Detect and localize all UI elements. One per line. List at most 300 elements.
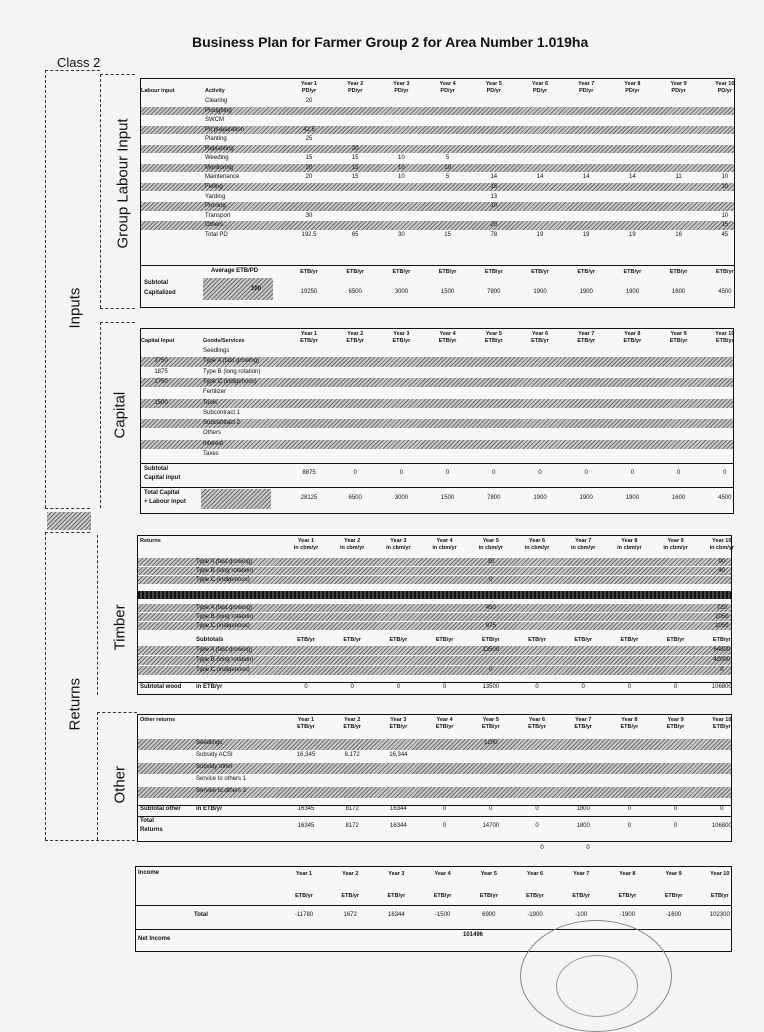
unit-header: ETB/yr <box>620 724 639 730</box>
unit-header: PD/yr <box>671 88 686 94</box>
capital-label: Capital <box>111 391 129 439</box>
cell-value: 5 <box>445 174 450 181</box>
labour-input-header: Labour input <box>141 88 175 94</box>
unit-label: ETB/yr <box>438 269 457 275</box>
row-label: Type B (long rotation) <box>196 568 254 574</box>
cell-value: 0 <box>353 470 357 476</box>
subtotals-label: Subtotals <box>196 637 224 643</box>
cell-value: 10 <box>398 155 405 162</box>
row-label: Others <box>203 430 222 437</box>
row-label: Felling <box>205 183 223 190</box>
unit-header: PD/yr <box>348 88 363 94</box>
unit-header: ETB/yr <box>574 724 593 730</box>
cell-value: 28125 <box>300 495 318 501</box>
table-row <box>141 399 733 408</box>
row-label: Yarding <box>205 193 226 200</box>
cell-value: 106800 <box>711 684 732 690</box>
unit-label: ETB/yr <box>481 637 500 643</box>
cell-value: 192.5 <box>301 231 317 238</box>
below-value-1: 0 <box>540 845 544 851</box>
cell-value: 42.5 <box>303 126 315 133</box>
dark-separator-band <box>138 591 731 599</box>
cell-value: -1500 <box>434 912 451 918</box>
returns-bracket-top <box>45 532 90 533</box>
cell-value: 16 <box>675 231 682 238</box>
year-header: Year 2 <box>344 717 361 723</box>
row-label: Transport <box>205 212 231 219</box>
cell-value: 15 <box>444 231 451 238</box>
row-label: Taxes <box>203 451 219 457</box>
unit-header: ETB/yr <box>669 338 688 344</box>
cell-value: 14 <box>582 174 590 181</box>
unit-header: in cbm/yr <box>293 545 319 551</box>
returns-label: Returns <box>66 677 84 731</box>
labour-bracket-top <box>100 74 135 75</box>
year-header: Year 3 <box>388 871 405 877</box>
cell-value: -11780 <box>294 912 314 918</box>
subtotal-wood-label: Subtotal wood <box>140 684 182 690</box>
unit-header: in cbm/yr <box>339 545 365 551</box>
cell-value: 11 <box>675 174 682 181</box>
subtotal-other-label: Subtotal other <box>140 806 181 812</box>
table-row <box>138 739 731 750</box>
cell-value: 16344 <box>390 823 407 829</box>
unit-label: ETB/yr <box>669 269 688 275</box>
year-header: Year 1 <box>300 331 318 337</box>
unit-header: in cbm/yr <box>478 545 504 551</box>
cell-value: 0 <box>396 684 401 690</box>
labour-capitalized-label: Capitalized <box>144 290 176 296</box>
cell-value: 0 <box>489 577 493 583</box>
official-stamp-inner <box>556 955 638 1017</box>
year-header: Year 10 <box>715 331 735 337</box>
cell-value: 4500 <box>718 495 732 501</box>
cell-value: 25 <box>305 136 313 143</box>
cell-value: 6500 <box>348 495 362 501</box>
unit-label: ETB/yr <box>479 893 498 899</box>
year-header: Year 10 <box>715 81 735 87</box>
cell-value: 90 <box>718 559 726 565</box>
row-label: Service to others 2 <box>196 788 247 794</box>
unit-label: ETB/yr <box>435 637 454 643</box>
cell-value: 1500 <box>440 495 455 501</box>
cell-value: 10 <box>721 212 729 219</box>
row-label: Others <box>205 222 224 229</box>
cell-value: 1900 <box>625 495 640 501</box>
table-row <box>141 193 734 202</box>
year-header: Year 7 <box>575 717 592 723</box>
year-header: Year 5 <box>485 331 502 337</box>
year-header: Year 10 <box>710 871 730 877</box>
year-header: Year 6 <box>528 717 546 723</box>
unit-label: ETB/yr <box>712 637 731 643</box>
year-header: Year 8 <box>624 81 641 87</box>
unit-header: ETB/yr <box>343 724 362 730</box>
row-label: Type A (fast growing) <box>203 358 260 365</box>
other-bracket-top <box>97 712 137 713</box>
year-header: Year 2 <box>347 81 364 87</box>
year-header: Year 9 <box>667 717 684 723</box>
total-capital-shade <box>201 489 271 509</box>
cell-value: 0 <box>627 806 632 812</box>
cell-value: 0 <box>673 684 678 690</box>
cell-value: 15 <box>721 222 729 229</box>
cell-value: 19 <box>536 231 544 238</box>
unit-header: ETB/yr <box>297 724 315 730</box>
table-row <box>141 429 733 438</box>
year-header: Year 6 <box>526 871 544 877</box>
cell-value: 0 <box>581 684 585 690</box>
year-header: Year 10 <box>712 538 732 544</box>
activity-header: Activity <box>205 88 225 94</box>
year-header: Year 9 <box>667 538 684 544</box>
cell-value: 14 <box>490 174 498 181</box>
year-header: Year 4 <box>436 717 453 723</box>
unit-label: ETB/yr <box>341 893 360 899</box>
unit-header: PD/yr <box>625 88 640 94</box>
unit-header: in cbm/yr <box>663 545 688 551</box>
cell-value: 64800 <box>713 647 731 653</box>
other-bracket <box>97 712 98 840</box>
cell-value: 1672 <box>343 912 357 918</box>
row-label: Service to others 1 <box>196 776 247 782</box>
cell-value: 6900 <box>482 912 496 918</box>
class-label: Class 2 <box>57 55 101 70</box>
cell-value: 0 <box>350 684 354 690</box>
other-returns-header: Other returns <box>140 717 176 723</box>
row-label: Weeding <box>205 155 229 162</box>
cell-value: 30 <box>305 212 313 219</box>
cell-value: 1800 <box>576 823 590 829</box>
cell-value: 8875 <box>302 470 316 476</box>
year-header: Year 9 <box>670 81 687 87</box>
unit-header: ETB/yr <box>300 338 318 344</box>
table-row <box>141 388 733 397</box>
labour-bracket <box>100 74 101 308</box>
avg-etb-label: Average ETB/PD <box>211 268 259 274</box>
capital-input-label: Capital input <box>144 475 181 481</box>
year-header: Year 8 <box>624 331 641 337</box>
cell-value: 1500 <box>440 289 455 295</box>
cell-value: 0 <box>304 684 308 690</box>
cell-value: 0 <box>627 684 632 690</box>
year-header: Year 1 <box>297 717 315 723</box>
unit-label: ETB/yr <box>664 893 683 899</box>
unit-label: ETB/yr <box>528 637 546 643</box>
table-row <box>141 135 734 144</box>
table-row <box>141 116 734 125</box>
total-returns-label: Total <box>140 818 154 824</box>
capital-bracket <box>100 322 101 508</box>
cell-value: 1600 <box>671 289 686 295</box>
cell-value: 875 <box>485 623 496 629</box>
year-header: Year 7 <box>578 331 595 337</box>
returns-sub-label: Returns <box>140 827 163 833</box>
cell-value: 0 <box>535 823 539 829</box>
cell-value: 16 <box>490 183 498 190</box>
cell-value: 0 <box>673 823 678 829</box>
other-label: Other <box>111 765 129 804</box>
row-label: Total PD <box>205 231 228 238</box>
year-header: Year 3 <box>393 331 410 337</box>
cell-value: 1500 <box>154 399 168 406</box>
cell-value: 30 <box>398 231 405 238</box>
unit-header: PD/yr <box>301 88 317 94</box>
cell-value: 1875 <box>154 368 168 375</box>
row-label: Type A (fast growing) <box>196 647 253 653</box>
year-header: Year 8 <box>621 717 638 723</box>
year-header: Year 1 <box>295 871 313 877</box>
row-label: Seedlings <box>203 348 230 354</box>
cell-value: 0 <box>442 684 447 690</box>
inputs-label: Inputs <box>66 287 84 329</box>
avg-etb-value: 100 <box>250 286 261 292</box>
table-row <box>141 450 733 459</box>
cell-value: 65 <box>351 231 359 238</box>
table-row <box>141 202 734 211</box>
capital-subtotal-label: Subtotal <box>144 466 168 472</box>
row-label: Type B (long rotation) <box>196 657 254 663</box>
timber-bracket <box>97 535 98 695</box>
cell-value: 5 <box>445 155 450 162</box>
unit-label: ETB/yr <box>577 269 596 275</box>
unit-label: ETB/yr <box>620 637 639 643</box>
cell-value: 0 <box>399 470 404 476</box>
table-row <box>141 183 734 192</box>
timber-table <box>137 535 735 695</box>
cell-value: 450 <box>485 605 496 611</box>
cell-value: 30 <box>487 559 495 565</box>
cell-value: 6500 <box>348 289 362 295</box>
row-label: Replanting <box>205 145 234 152</box>
row-label: Interest <box>203 440 224 447</box>
unit-label: ETB/yr <box>389 637 408 643</box>
row-label: Fertilizer <box>203 389 227 396</box>
cell-value: 16,345 <box>296 752 316 758</box>
year-header: Year 5 <box>480 871 497 877</box>
labour-table <box>140 78 735 308</box>
year-header: Year 5 <box>482 717 499 723</box>
cell-value: 1200 <box>484 740 498 746</box>
cell-value: 0 <box>489 806 493 812</box>
unit-header: ETB/yr <box>623 338 642 344</box>
unit-label: ETB/yr <box>484 269 503 275</box>
cell-value: 10 <box>398 174 405 181</box>
year-header: Year 7 <box>573 871 590 877</box>
cell-value: 1900 <box>579 495 593 501</box>
cell-value: 1900 <box>579 289 593 295</box>
unit-header: ETB/yr <box>392 338 411 344</box>
group-labour-label: Group Labour Input <box>114 118 132 249</box>
year-header: Year 2 <box>342 871 359 877</box>
other-returns-table <box>137 714 732 842</box>
row-label: Type A (fast growing) <box>196 605 253 611</box>
row-label: Tools <box>203 399 218 406</box>
cell-value: 19 <box>629 231 636 238</box>
unit-header: in cbm/yr <box>570 545 596 551</box>
year-header: Year 6 <box>528 538 546 544</box>
unit-label: ETB/yr <box>300 269 318 275</box>
cell-value: 13 <box>490 193 498 200</box>
cell-value: 106800 <box>711 823 732 829</box>
capital-bracket-top <box>100 322 135 323</box>
cell-value: 1800 <box>576 806 590 812</box>
unit-label: ETB/yr <box>618 893 637 899</box>
cell-value: 19 <box>582 231 590 238</box>
cell-value: 15 <box>351 155 359 162</box>
cell-value: 14700 <box>482 823 500 829</box>
inputs-bracket-left <box>45 70 46 508</box>
row-label: Monitoring <box>205 164 234 171</box>
year-header: Year 2 <box>347 331 364 337</box>
capital-input-header: Capital Input <box>141 338 175 344</box>
returns-bracket-left <box>45 532 46 840</box>
cell-value: 0 <box>492 470 496 476</box>
cell-value: 14 <box>629 174 636 181</box>
year-header: Year 1 <box>300 81 318 87</box>
cell-value: 0 <box>630 470 635 476</box>
cell-value: 720 <box>716 605 727 611</box>
cell-value: 16344 <box>390 806 407 812</box>
cell-value: 10 <box>721 183 729 190</box>
unit-header: in cbm/yr <box>432 545 457 551</box>
cell-value: 13500 <box>482 647 500 653</box>
cell-value: 0 <box>535 684 539 690</box>
cell-value: 20 <box>490 222 498 229</box>
year-header: Year 7 <box>578 81 595 87</box>
row-label: Type C (indigenous) <box>203 378 257 385</box>
row-label: Type A (fast growing) <box>196 559 253 565</box>
unit-header: ETB/yr <box>346 338 365 344</box>
cell-value: 1750 <box>154 378 168 385</box>
table-row <box>141 440 733 449</box>
cell-value: -1900 <box>619 912 636 918</box>
inputs-bracket-bottom <box>45 508 90 509</box>
unit-header: in cbm/yr <box>709 545 735 551</box>
cell-value: 20 <box>305 98 313 104</box>
unit-label: ETB/yr <box>666 637 685 643</box>
cell-value: 10 <box>444 164 451 171</box>
cell-value: 15 <box>305 155 313 162</box>
cell-value: 0 <box>442 823 447 829</box>
cell-value: -1600 <box>665 912 682 918</box>
row-label: Subcontract 2 <box>203 420 241 427</box>
row-label: Subsidy other <box>196 764 233 770</box>
returns-bracket-bottom <box>45 840 140 841</box>
cell-value: 0 <box>673 806 678 812</box>
row-label: Subsidy ACSI <box>196 752 233 758</box>
unit-label: ETB/yr <box>715 269 734 275</box>
row-label: Type B (long rotation) <box>203 368 261 375</box>
cell-value: 8,172 <box>344 752 360 758</box>
cell-value: 3000 <box>394 495 409 501</box>
net-income-value: 101496 <box>462 932 484 938</box>
unit-header: in cbm/yr <box>386 545 411 551</box>
cell-value: 1900 <box>533 495 547 501</box>
year-header: Year 4 <box>434 871 451 877</box>
below-value-2: 0 <box>586 845 590 851</box>
subtotal-wood-unit: in ETB/yr <box>196 684 223 690</box>
cell-value: 7800 <box>487 495 501 501</box>
unit-header: ETB/yr <box>481 724 500 730</box>
cell-value: 16345 <box>297 823 315 829</box>
unit-header: ETB/yr <box>712 724 731 730</box>
cell-value: -1900 <box>527 912 543 918</box>
unit-header: PD/yr <box>717 88 732 94</box>
unit-header: PD/yr <box>486 88 501 94</box>
cell-value: 3750 <box>154 358 168 365</box>
unit-header: PD/yr <box>579 88 594 94</box>
year-header: Year 10 <box>712 717 732 723</box>
unit-header: ETB/yr <box>389 724 408 730</box>
cell-value: 42000 <box>713 657 731 663</box>
timber-label: Timber <box>111 604 129 651</box>
cell-value: 14 <box>536 174 544 181</box>
cell-value: 0 <box>538 470 542 476</box>
row-label: Clearing <box>205 98 228 104</box>
unit-label: ETB/yr <box>346 269 365 275</box>
unit-label: ETB/yr <box>387 893 406 899</box>
unit-header: PD/yr <box>532 88 548 94</box>
cell-value: 20 <box>305 174 313 181</box>
row-label: Subcontract 1 <box>203 409 241 416</box>
cell-value: 40 <box>718 568 726 574</box>
cell-value: 1050 <box>715 623 729 629</box>
row-label: SWCM <box>205 117 224 124</box>
cell-value: 1900 <box>625 289 640 295</box>
year-header: Year 3 <box>393 81 410 87</box>
unit-header: ETB/yr <box>577 338 596 344</box>
row-label: Pruning <box>205 203 226 210</box>
cell-value: 0 <box>584 470 588 476</box>
cell-value: 16344 <box>388 912 405 918</box>
income-total-label: Total <box>194 912 208 918</box>
year-header: Year 2 <box>344 538 361 544</box>
cell-value: 20 <box>351 145 359 152</box>
cell-value: 0 <box>489 667 493 673</box>
year-header: Year 5 <box>485 81 502 87</box>
labour-subtotal-label: Subtotal <box>144 280 168 286</box>
row-label: Seedlings <box>196 740 223 746</box>
cell-value: 19250 <box>300 289 318 295</box>
year-header: Year 7 <box>575 538 592 544</box>
unit-header: in cbm/yr <box>617 545 642 551</box>
cell-value: 0 <box>720 806 724 812</box>
table-row <box>141 221 734 230</box>
unit-header: PD/yr <box>440 88 455 94</box>
year-header: Year 1 <box>297 538 315 544</box>
cell-value: 0 <box>720 667 724 673</box>
unit-header: PD/yr <box>394 88 409 94</box>
cell-value: 0 <box>445 470 450 476</box>
year-header: Year 4 <box>436 538 453 544</box>
year-header: Year 6 <box>531 81 549 87</box>
cell-value: 1900 <box>533 289 547 295</box>
cell-value: 45 <box>721 231 729 238</box>
unit-header: in cbm/yr <box>524 545 550 551</box>
unit-label: ETB/yr <box>297 637 315 643</box>
total-capital-label: Total Capital <box>144 490 180 496</box>
cell-value: 0 <box>442 806 447 812</box>
unit-header: ETB/yr <box>435 724 454 730</box>
row-label: Type C (indigenous) <box>196 577 250 583</box>
cell-value: 10 <box>398 164 405 171</box>
labour-bracket-bottom <box>100 308 135 309</box>
unit-header: ETB/yr <box>531 338 549 344</box>
year-header: Year 4 <box>439 331 456 337</box>
cell-value: 16345 <box>297 806 315 812</box>
cell-value: 1600 <box>671 495 686 501</box>
